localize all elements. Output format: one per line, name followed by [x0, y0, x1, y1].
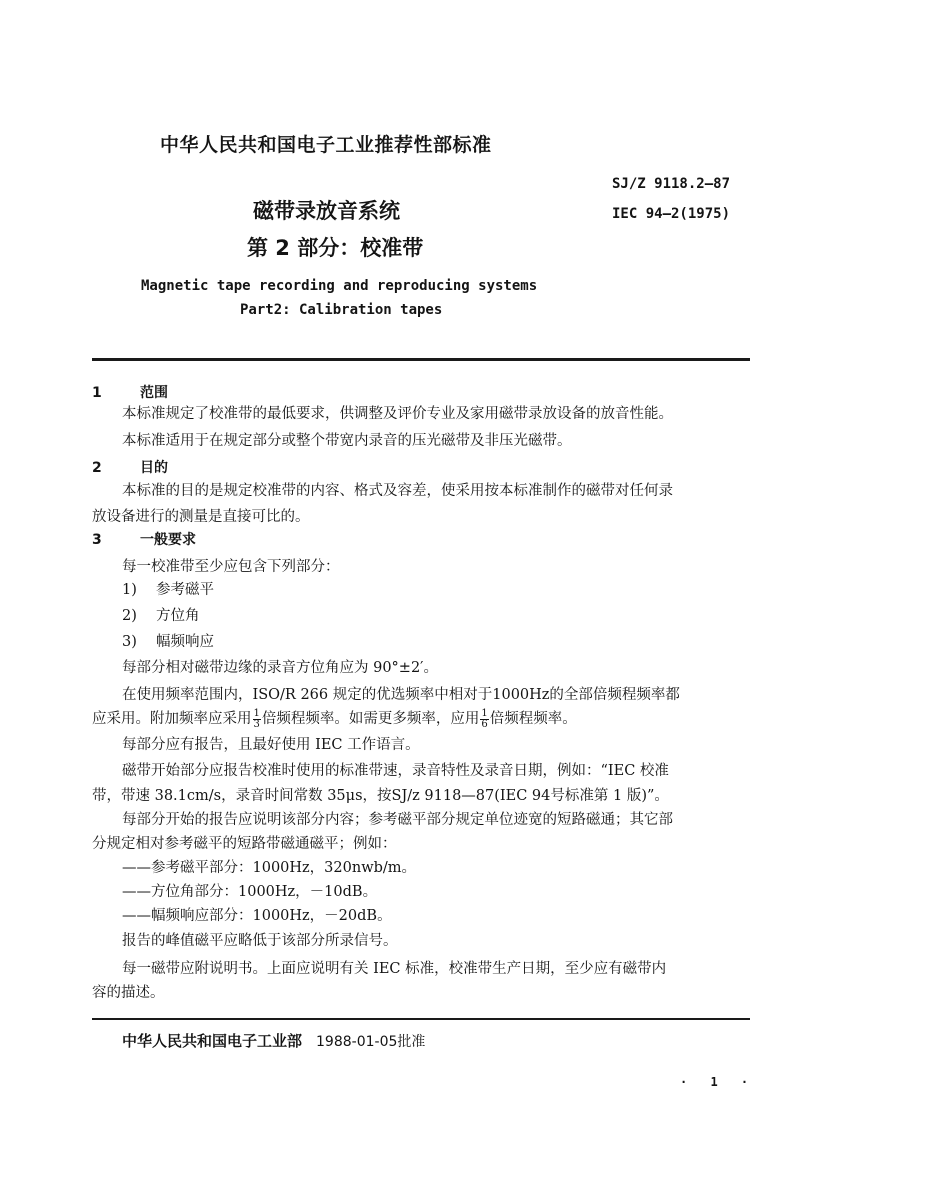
section-title: 一般要求 — [140, 532, 196, 548]
list-item — [122, 604, 200, 628]
paragraph: 每部分相对磁带边缘的录音方位角应为 90°±2′。 — [122, 660, 438, 676]
footer-issuer-line — [122, 1030, 425, 1051]
title-en-line2: Part2: Calibration tapes — [240, 302, 443, 318]
fraction-one-third — [253, 709, 261, 730]
issuer: 中华人民共和国电子工业部 — [122, 1032, 303, 1050]
paragraph: 在使用频率范围内，ISO/R 266 规定的优选频率中相对于1000Hz的全部倍频程频率都 — [122, 687, 680, 703]
paragraph-with-fractions — [92, 707, 577, 731]
section-number: 3 — [92, 532, 102, 548]
paragraph: 每一校准带至少应包含下列部分： — [122, 559, 340, 575]
paragraph: 本标准适用于在规定部分或整个带宽内录音的压光磁带及非压光磁带。 — [122, 433, 572, 449]
list-item — [122, 630, 214, 654]
section-number: 2 — [92, 460, 102, 476]
example-line: ——参考磁平部分：1000Hz，320nwb/m。 — [122, 860, 417, 876]
header-rule — [92, 358, 750, 361]
example-line: ——方位角部分：1000Hz，－10dB。 — [122, 884, 378, 900]
paragraph: 分规定相对参考磁平的短路带磁通磁平；例如： — [92, 836, 397, 852]
list-text: 参考磁平 — [156, 582, 214, 598]
section-1-heading — [92, 382, 168, 402]
paragraph: 报告的峰值磁平应略低于该部分所录信号。 — [122, 933, 398, 949]
text-run: 应采用。附加频率应采用 — [92, 711, 252, 727]
page-number: · 1 · — [680, 1075, 757, 1089]
section-3-heading — [92, 529, 196, 549]
text-run: 倍频程频率。 — [489, 711, 577, 727]
list-text: 幅频响应 — [156, 634, 214, 650]
standard-code-sj: SJ/Z 9118.2—87 — [612, 176, 731, 192]
paragraph: 带，带速 38.1cm/s，录音时间常数 35μs，按SJ/z 9118—87(IEC 94号标准第 1 版)”。 — [92, 788, 669, 804]
text-run: 倍频程频率。如需更多频率，应用 — [261, 711, 480, 727]
section-number: 1 — [92, 385, 102, 401]
section-title: 目的 — [140, 460, 168, 476]
paragraph: 磁带开始部分应报告校准时使用的标准带速，录音特性及录音日期，例如：“IEC 校准 — [122, 763, 669, 779]
standard-body-heading: 中华人民共和国电子工业推荐性部标准 — [160, 134, 492, 156]
standard-code-iec: IEC 94—2(1975) — [612, 206, 731, 222]
paragraph: 本标准的目的是规定校准带的内容、格式及容差，使采用按本标准制作的磁带对任何录 — [122, 483, 673, 499]
list-text: 方位角 — [156, 608, 200, 624]
section-title: 范围 — [140, 385, 168, 401]
paragraph: 每部分应有报告，且最好使用 IEC 工作语言。 — [122, 737, 420, 753]
paragraph: 容的描述。 — [92, 985, 165, 1001]
fraction-one-sixth — [480, 709, 488, 730]
paragraph: 放设备进行的测量是直接可比的。 — [92, 509, 310, 525]
title-cn-line1: 磁带录放音系统 — [253, 199, 400, 223]
list-item — [122, 578, 214, 602]
fraction-numerator: 1 — [481, 707, 488, 719]
list-marker: 3) — [122, 634, 137, 650]
fraction-denominator: 6 — [481, 718, 488, 730]
paragraph: 本标准规定了校准带的最低要求，供调整及评价专业及家用磁带录放设备的放音性能。 — [122, 406, 673, 422]
fraction-denominator: 3 — [253, 718, 260, 730]
title-en-line1: Magnetic tape recording and reproducing systems — [141, 278, 538, 294]
title-cn-line2: 第 2 部分：校准带 — [247, 236, 424, 260]
list-marker: 2) — [122, 608, 137, 624]
fraction-numerator: 1 — [253, 707, 260, 719]
list-marker: 1) — [122, 582, 137, 598]
footer-rule — [92, 1018, 750, 1020]
paragraph: 每部分开始的报告应说明该部分内容；参考磁平部分规定单位迹宽的短路磁通；其它部 — [122, 812, 673, 828]
section-2-heading — [92, 457, 168, 477]
approval-date: 1988-01-05批准 — [316, 1034, 426, 1050]
paragraph: 每一磁带应附说明书。上面应说明有关 IEC 标准，校准带生产日期，至少应有磁带内 — [122, 961, 667, 977]
example-line: ——幅频响应部分：1000Hz，－20dB。 — [122, 908, 392, 924]
